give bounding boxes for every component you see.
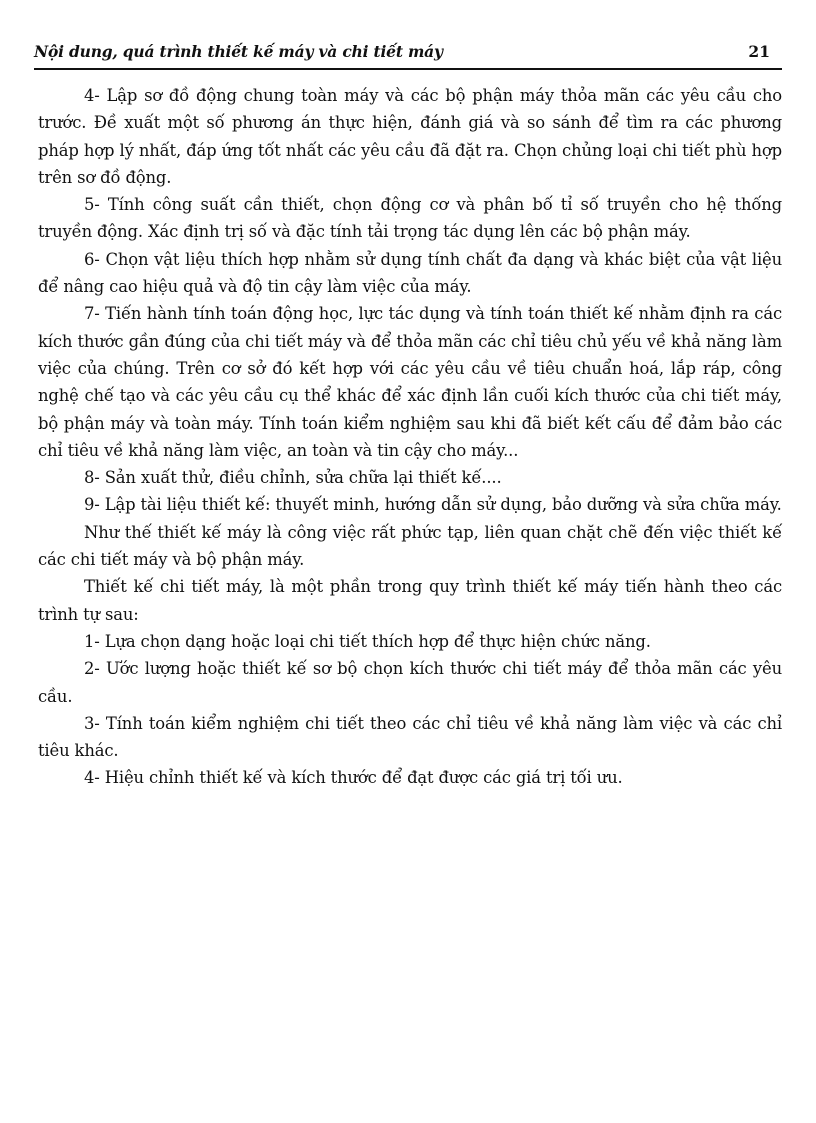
paragraph-step-7: 7- Tiến hành tính toán động học, lực tác dụng và tính toán thiết kế nhằm định ra các kích thước gần đúng của chi tiết máy và để thỏa mãn các chỉ tiêu chủ yếu về khả năng làm việc của chúng. Trên cơ sở đó kết hợp với các yêu cầu về tiêu chuẩn hoá, lắp ráp, công nghệ chế tạo và các yêu cầu cụ thể khác để xác định lần cuối kích thước của chi tiết máy, bộ phận máy và toàn máy. Tính toán kiểm nghiệm sau khi đã biết kết cấu để đảm bảo các chỉ tiêu về khả năng làm việc, an toàn và tin cậy cho máy... bbox=[38, 304, 782, 460]
paragraph-summary: Như thế thiết kế máy là công việc rất phức tạp, liên quan chặt chẽ đến việc thiết kế các chi tiết máy và bộ phận máy. bbox=[38, 522, 782, 570]
header-title: Nội dung, quá trình thiết kế máy và chi tiết máy bbox=[34, 42, 443, 61]
page-number: 21 bbox=[748, 42, 770, 61]
paragraph-detail-intro: Thiết kế chi tiết máy, là một phần trong quy trình thiết kế máy tiến hành theo các trình tự sau: bbox=[38, 577, 782, 624]
paragraph-step-8: 8- Sản xuất thử, điều chỉnh, sửa chữa lại thiết kế.... bbox=[84, 468, 502, 488]
paragraph-step-5: 5- Tính công suất cần thiết, chọn động cơ và phân bố tỉ số truyền cho hệ thống truyền động. Xác định trị số và đặc tính tải trọng tác dụng lên các bộ phận máy. bbox=[38, 195, 782, 242]
paragraph-detail-step-4: 4- Hiệu chỉnh thiết kế và kích thước để đạt được các giá trị tối ưu. bbox=[84, 768, 623, 788]
paragraph-detail-step-3: 3- Tính toán kiểm nghiệm chi tiết theo các chỉ tiêu về khả năng làm việc và các chỉ tiêu khác. bbox=[38, 713, 782, 761]
body-text bbox=[38, 82, 782, 792]
paragraph-detail-step-1: 1- Lựa chọn dạng hoặc loại chi tiết thích hợp để thực hiện chức năng. bbox=[84, 631, 651, 651]
paragraph-detail-step-2: 2- Ước lượng hoặc thiết kế sơ bộ chọn kích thước chi tiết máy để thỏa mãn các yêu cầu. bbox=[38, 659, 782, 706]
header-rule bbox=[34, 68, 782, 70]
running-header bbox=[34, 42, 782, 66]
paragraph-step-9: 9- Lập tài liệu thiết kế: thuyết minh, hướng dẫn sử dụng, bảo dưỡng và sửa chữa máy. bbox=[84, 495, 782, 515]
paragraph-step-4: 4- Lập sơ đồ động chung toàn máy và các bộ phận máy thỏa mãn các yêu cầu cho trước. Đề xuất một số phương án thực hiện, đánh giá và so sánh để tìm ra các phương pháp hợp lý nhất, đáp ứng tốt nhất các yêu cầu đã đặt ra. Chọn chủng loại chi tiết phù hợp trên sơ đồ động. bbox=[38, 86, 782, 187]
paragraph-step-6: 6- Chọn vật liệu thích hợp nhằm sử dụng tính chất đa dạng và khác biệt của vật liệu để nâng cao hiệu quả và độ tin cậy làm việc của máy. bbox=[38, 249, 782, 297]
